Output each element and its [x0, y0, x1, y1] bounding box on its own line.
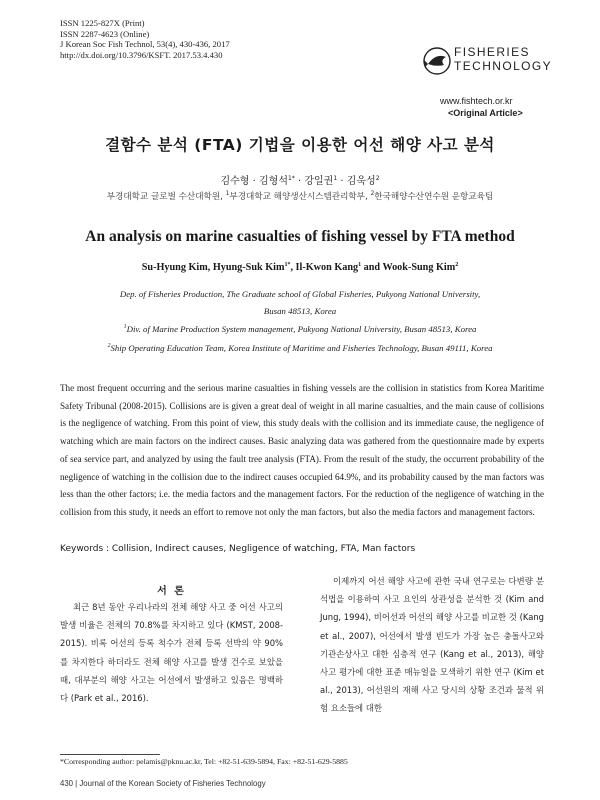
page-footer: 430 | Journal of the Korean Society of Fisheries Technology	[60, 779, 266, 788]
footnote-rule	[60, 754, 160, 755]
authors-english: Su-Hyung Kim, Hyung-Suk Kim$^{1*}$, Il-Kwon Kang$^1$ and Wook-Sung Kim$^2$	[141, 262, 459, 273]
body-text-left-column: 최근 8년 동안 우리나라의 전체 해양 사고 중 어선 사고의 발생 비율은 전체의 70.8%를 차지하고 있다 (KMST, 2008-2015). 비록 어선의 등록 척수가 전체 등록 선박의 약 90%를 차지한다 하더라도 전체 해양 사고를 발생 건수로 보았을 때, 대부분의 해양 사고는 어선에서 발생하고 있음은 명백하다 (Park et al., 2016).	[60, 602, 283, 704]
corresponding-author-footnote: *Corresponding author: pelamis@pknu.ac.kr, Tel: +82-51-639-5894, Fax: +82-51-629-5885	[60, 757, 348, 766]
keywords: Keywords : Collision, Indirect causes, Negligence of watching, FTA, Man factors	[60, 544, 416, 554]
journal-header-info	[60, 18, 230, 60]
citation: J Korean Soc Fish Technol, 53(4), 430-436, 2017	[60, 39, 230, 50]
affiliations-english	[40, 286, 560, 356]
affiliation-line: $^2$Ship Operating Education Team, Korea Institute of Maritime and Fisheries Technology, Busan 49111, Korea	[107, 342, 493, 353]
affiliation-line: $^1$Div. of Marine Production System management, Pukyong National University, Busan 48513, Korea	[123, 324, 477, 334]
logo-line-1: FISHERIES	[454, 45, 530, 59]
doi-link[interactable]: http://dx.doi.org/10.3796/KSFT. 2017.53.4.430	[60, 49, 223, 60]
title-korean: 결함수 분석 (FTA) 기법을 이용한 어선 해양 사고 분석	[105, 136, 495, 154]
body-text-right-column: 이제까지 어선 해양 사고에 관한 국내 연구로는 다변량 분석법을 이용하여 사고 요인의 상관성을 분석한 것 (Kim and Jung, 1994), 비어선과 어선의 해양 사고를 비교한 것 (Kang et al., 2007), 어선에서 발생 빈도가 가장 높은 충돌사고와 기관손상사고 대한 심층적 연구 (Kang et al., 2013), 해양 사고 평가에 대한 표준 매뉴얼을 모색하기 위한 연구 (Kim et al., 2013), 어선원의 재해 사고 당시의 상황 조건과 물적 위험 요소들에 대한	[320, 576, 544, 714]
journal-url[interactable]: www.fishtech.or.kr	[440, 96, 513, 106]
journal-logo	[422, 43, 552, 81]
authors-korean: 김수형 · 김형석$^{1*}$ · 강일권$^1$ · 김욱성$^2$	[220, 175, 380, 187]
affiliations-korean: 부경대학교 글로벌 수산대학원, $^1$부경대학교 해양생산시스템관리학부, $^2$한국해양수산연수원 운항교육팀	[106, 190, 494, 202]
affiliation-line: Dep. of Fisheries Production, The Graduate school of Global Fisheries, Pukyong National University,	[119, 289, 481, 299]
section-heading-introduction: 서 론	[157, 586, 186, 597]
affiliation-line: Busan 48513, Korea	[263, 305, 337, 316]
issn-online: ISSN 2287-4623 (Online)	[60, 28, 150, 39]
fish-logo-icon	[422, 45, 452, 77]
issn-print: ISSN 1225-827X (Print)	[60, 18, 145, 28]
article-type-tag: <Original Article>	[448, 108, 523, 118]
title-english: An analysis on marine casualties of fishing vessel by FTA method	[85, 228, 515, 245]
logo-line-2: TECHNOLOGY	[454, 59, 553, 73]
abstract: The most frequent occurring and the serious marine casualties in fishing vessels are the collision in statistics from Korea Maritime Safety Tribunal (2008-2015). Collisions are is given a great deal of weight in all marine casualties, and the main cause of collisions is the negligence of watching. From this point of view, this study deals with the collision and its immediate cause, the negligence of watching which are main factors on the indirect causes. Basic analyzing data was gathered from the questionnaire made by experts of sea service part, and analyzed by using the fault tree analysis (FTA). From the result of the study, the occurrent probability of the negligence of watching in the collision due to the indirect causes occupied 64.9%, and its probability caused by the man factors was less than the other factors; i.e. the media factors and the management factors. For the reduction of the negligence of watching in the collision from this study, it needs an effort to remove not only the man factors, but also the media factors and management factors.	[60, 383, 544, 517]
